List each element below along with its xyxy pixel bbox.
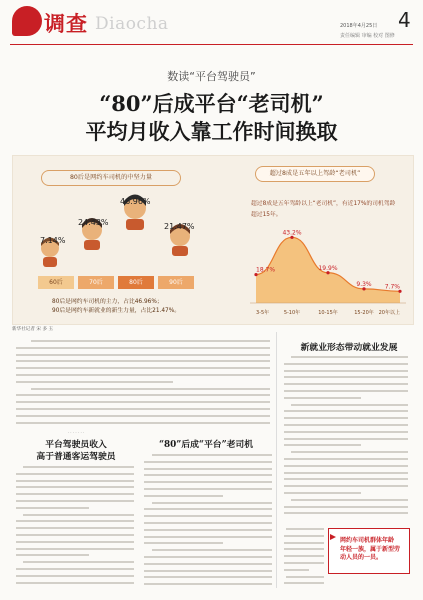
text-line [291, 356, 408, 358]
text-line [144, 576, 272, 578]
header-divider [10, 44, 413, 45]
newspaper-logo [12, 6, 42, 36]
bar-60s [38, 276, 74, 289]
text-line [284, 383, 408, 385]
text-line [284, 582, 324, 584]
text-line [144, 570, 272, 572]
subhead-right: 新就业形态带动就业发展 [300, 343, 398, 353]
tick-label: 5-10年 [283, 310, 301, 316]
text-line [23, 561, 134, 563]
text-line [16, 527, 134, 529]
pull-quote [340, 537, 406, 563]
text-line [16, 575, 134, 577]
text-line [16, 381, 173, 383]
text-line [16, 520, 134, 522]
subhead-left-2: 高于普通客运驾驶员 [36, 452, 116, 462]
text-line [16, 500, 134, 502]
text-line [144, 474, 272, 476]
text-line [284, 397, 361, 399]
subhead-ornament: · · · · · · · [67, 430, 85, 435]
text-line [16, 480, 134, 482]
headline-line1: “80”后成平台“老司机” [99, 91, 324, 116]
text-line [16, 534, 134, 536]
text-line [291, 404, 408, 406]
text-line [284, 410, 408, 412]
text-line [16, 507, 89, 509]
issue-date: 2018年4月25日 [340, 23, 378, 29]
text-line [284, 512, 408, 514]
headline-line2: 平均月收入靠工作时间换取 [85, 119, 338, 144]
text-line [23, 466, 134, 468]
data-label: 43.2% [282, 229, 302, 237]
editor-credits: 责任编辑 审编 校对 图修 [340, 33, 395, 39]
text-line [284, 535, 324, 537]
panel1-caption-1: 80后是网约车司机的主力，占比46.96%； [52, 299, 163, 305]
text-line [16, 360, 270, 362]
bar-70s [78, 276, 114, 289]
text-line [144, 461, 272, 463]
text-line [16, 541, 134, 543]
text-line [144, 508, 272, 510]
column-rule [276, 332, 277, 588]
tick-label: 15-20年 [354, 310, 374, 316]
data-label: 9.3% [356, 280, 372, 288]
text-line [284, 363, 408, 365]
text-line [284, 485, 408, 487]
subhead-mid: “80”后成“平台”老司机 [158, 440, 254, 450]
tick-label: 10-15年 [318, 310, 338, 316]
text-line [144, 495, 223, 497]
section-title: 调查 [44, 12, 88, 36]
article-col-right [284, 356, 408, 522]
text-line [31, 388, 270, 390]
text-line [284, 370, 408, 372]
text-line [284, 465, 408, 467]
text-line [284, 569, 309, 571]
text-line [284, 431, 408, 433]
text-line [16, 548, 134, 550]
panel1-caption-2: 90后是网约车新就业的新生力量，占比21.47%。 [52, 308, 181, 314]
pull-quote-line2: 年轻一族，属于新型劳 [340, 545, 401, 553]
text-line [284, 424, 408, 426]
text-line [284, 390, 408, 392]
text-line [16, 554, 89, 556]
text-line [144, 515, 272, 517]
text-line [284, 472, 408, 474]
text-line [284, 376, 408, 378]
text-line [144, 481, 272, 483]
text-line [16, 568, 134, 570]
text-line [16, 473, 134, 475]
text-line [144, 536, 272, 538]
pull-quote-line3: 动人员的一员。 [340, 554, 383, 561]
pct-80s: 46.96% [120, 197, 151, 206]
pct-60s: 7.14% [40, 236, 66, 245]
text-line [16, 394, 270, 396]
text-line [291, 451, 408, 453]
text-line [16, 367, 270, 369]
text-line [16, 347, 270, 349]
text-line [286, 576, 324, 578]
text-line [16, 354, 270, 356]
text-line [144, 529, 272, 531]
text-line [284, 492, 361, 494]
text-line [144, 522, 272, 524]
panel2-title: 超过8成是五年以上驾龄“老司机” [255, 166, 375, 182]
page-number: 4 [398, 8, 411, 32]
text-line [284, 548, 324, 550]
text-line [144, 542, 223, 544]
kicker: 数读“平台驾驶员” [167, 70, 256, 83]
text-line [16, 486, 134, 488]
bar-label-70s: 70后 [89, 279, 103, 286]
text-line [16, 408, 270, 410]
bar-80s [118, 276, 154, 289]
text-line [284, 478, 408, 480]
text-line [284, 417, 408, 419]
text-line [23, 514, 134, 516]
text-line [284, 506, 408, 508]
text-line [16, 374, 270, 376]
text-line [144, 488, 272, 490]
data-label: 18.7% [256, 266, 276, 274]
bar-label-90s: 90后 [169, 279, 183, 286]
data-label: 19.9% [318, 264, 338, 272]
text-line [152, 502, 272, 504]
bar-90s [158, 276, 194, 289]
text-line [16, 415, 270, 417]
text-line [16, 422, 270, 424]
bar-label-80s: 80后 [129, 279, 143, 286]
text-line [286, 528, 324, 530]
text-line [144, 556, 272, 558]
text-line [284, 542, 324, 544]
data-label: 7.7% [384, 283, 400, 291]
article-col-left [16, 466, 134, 588]
text-line [16, 401, 270, 403]
tick-label: 20年以上 [378, 310, 400, 316]
pull-quote-marker [330, 534, 336, 540]
experience-chart [248, 217, 408, 319]
text-line [144, 563, 272, 565]
pull-quote-line1: 网约车司机群体年龄 [340, 537, 395, 544]
panel2-text-2: 超过15年。 [251, 212, 282, 218]
section-title-en: Diaocha [95, 14, 169, 34]
pct-90s: 21.47% [164, 222, 195, 231]
subhead-left-1: 平台驾驶员收入 [45, 440, 107, 450]
panel1-title: 80后是网约车司机的中坚力量 [41, 170, 181, 186]
text-line [291, 499, 408, 501]
text-line [16, 493, 134, 495]
text-line [152, 549, 272, 551]
article-col-right-tail [284, 528, 324, 588]
text-line [284, 562, 324, 564]
article-col-mid [144, 454, 272, 588]
text-line [144, 468, 272, 470]
text-line [284, 438, 408, 440]
text-line [31, 340, 270, 342]
pct-70s: 24.43% [78, 218, 109, 227]
byline: 新华社记者 宋 多 玉 [12, 327, 54, 332]
text-line [152, 454, 272, 456]
article-intro [16, 340, 270, 426]
bar-label-60s: 60后 [49, 279, 63, 286]
text-line [144, 583, 272, 585]
text-line [284, 444, 361, 446]
text-line [284, 458, 408, 460]
text-line [284, 555, 324, 557]
panel2-text-1: 超过8成是五年驾龄以上“老司机”，有近17%的司机驾龄 [251, 201, 396, 207]
text-line [16, 582, 134, 584]
tick-label: 3-5年 [256, 310, 270, 316]
